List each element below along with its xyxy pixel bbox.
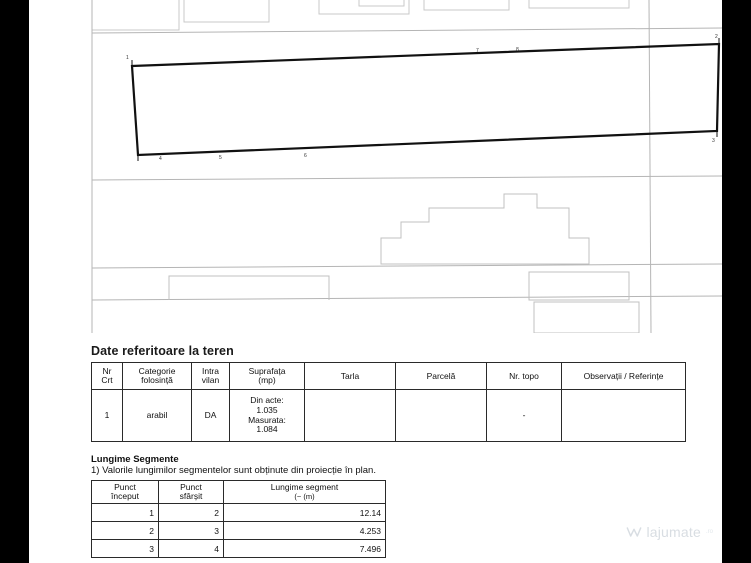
- segmente-table: [91, 480, 386, 558]
- col-header-punct-sfarsit-line2: sfârșit: [179, 491, 203, 501]
- cell-punct-inceput: 2: [92, 522, 159, 540]
- col-header-suprafata-line1-text: Suprafața: [248, 366, 286, 377]
- svg-text:7: 7: [476, 48, 479, 54]
- col-header-suprafata: [230, 363, 305, 390]
- segmente-header-row: [92, 481, 386, 504]
- col-header-nr-crt-line2: Crt: [101, 375, 113, 385]
- col-header-categorie-line2: folosință: [141, 375, 173, 385]
- col-header-observatii: Observații / Referințe: [562, 363, 686, 390]
- svg-text:5: 5: [219, 155, 222, 161]
- cadastral-plan-map: [29, 0, 722, 333]
- col-header-punct-sfarsit-line1: Punct: [180, 482, 202, 493]
- svg-text:1: 1: [126, 55, 129, 61]
- cell-punct-inceput: 3: [92, 540, 159, 558]
- cell-categorie: arabil: [123, 390, 192, 442]
- col-header-intravilan: [192, 363, 230, 390]
- col-header-intravilan-line1: Intra: [201, 366, 219, 377]
- table-row: [92, 540, 386, 558]
- col-header-nr-topo: Nr. topo: [487, 363, 562, 390]
- document-body: [29, 333, 722, 563]
- watermark-suffix: .ro: [705, 529, 713, 535]
- cell-tarla: [305, 390, 396, 442]
- col-header-suprafata-line2: (mp): [258, 375, 276, 385]
- cell-intravilan: DA: [192, 390, 230, 442]
- cell-punct-sfarsit: 3: [159, 522, 224, 540]
- teren-table-header-row: [92, 363, 686, 390]
- table-row: [92, 522, 386, 540]
- document-sheet: [29, 0, 722, 563]
- col-header-tarla: Tarla: [305, 363, 396, 390]
- col-header-categorie-line1: Categorie: [138, 366, 176, 377]
- col-header-lungime-segment: [224, 481, 386, 504]
- cell-punct-inceput: 1: [92, 504, 159, 522]
- lajumate-logo-icon: [626, 524, 642, 540]
- svg-text:6: 6: [304, 153, 307, 159]
- col-header-lungime-line1: Lungime segment: [270, 482, 339, 493]
- table-row: [92, 504, 386, 522]
- cell-suprafata-line3: Masurata:: [248, 414, 286, 425]
- cell-punct-sfarsit: 2: [159, 504, 224, 522]
- col-header-nr-crt: [92, 363, 123, 390]
- lungime-note: 1) Valorile lungimilor segmentelor sunt obținute din proiecție în plan.: [91, 465, 376, 476]
- cell-lungime: 12.14: [224, 504, 386, 522]
- svg-text:2: 2: [715, 34, 718, 40]
- cell-lungime: 4.253: [224, 522, 386, 540]
- cell-nr-topo: -: [487, 390, 562, 442]
- col-header-parcela: Parcelă: [396, 363, 487, 390]
- col-header-lungime-line2: (~ (m): [294, 492, 315, 501]
- teren-table: [91, 362, 686, 442]
- cell-punct-sfarsit: 4: [159, 540, 224, 558]
- cell-suprafata-line4: 1.084: [256, 424, 278, 435]
- cell-nr-crt: 1: [92, 390, 123, 442]
- cell-observatii: [562, 390, 686, 442]
- watermark-text: lajumate: [646, 524, 701, 540]
- cell-suprafata-line2: 1.035: [256, 404, 278, 415]
- section-title-teren: Date referitoare la teren: [91, 344, 234, 358]
- col-header-punct-inceput-line1: Punct: [114, 482, 136, 493]
- col-header-punct-sfarsit: [159, 481, 224, 504]
- cell-parcela: [396, 390, 487, 442]
- section-title-lungime-segmente: Lungime Segmente: [91, 454, 179, 465]
- cell-suprafata: [230, 390, 305, 442]
- cell-lungime: 7.496: [224, 540, 386, 558]
- svg-text:8: 8: [516, 47, 519, 53]
- col-header-categorie: [123, 363, 192, 390]
- table-row: [92, 390, 686, 442]
- watermark: [626, 524, 713, 540]
- svg-text:3: 3: [712, 138, 715, 144]
- plan-drawing: [29, 0, 722, 333]
- col-header-nr-crt-line1: Nr: [102, 366, 112, 377]
- col-header-intravilan-line2: vilan: [201, 375, 220, 385]
- col-header-punct-inceput: [92, 481, 159, 504]
- svg-text:4: 4: [159, 156, 162, 162]
- cell-suprafata-line1: Din acte:: [250, 394, 284, 405]
- col-header-punct-inceput-line2: început: [111, 491, 139, 501]
